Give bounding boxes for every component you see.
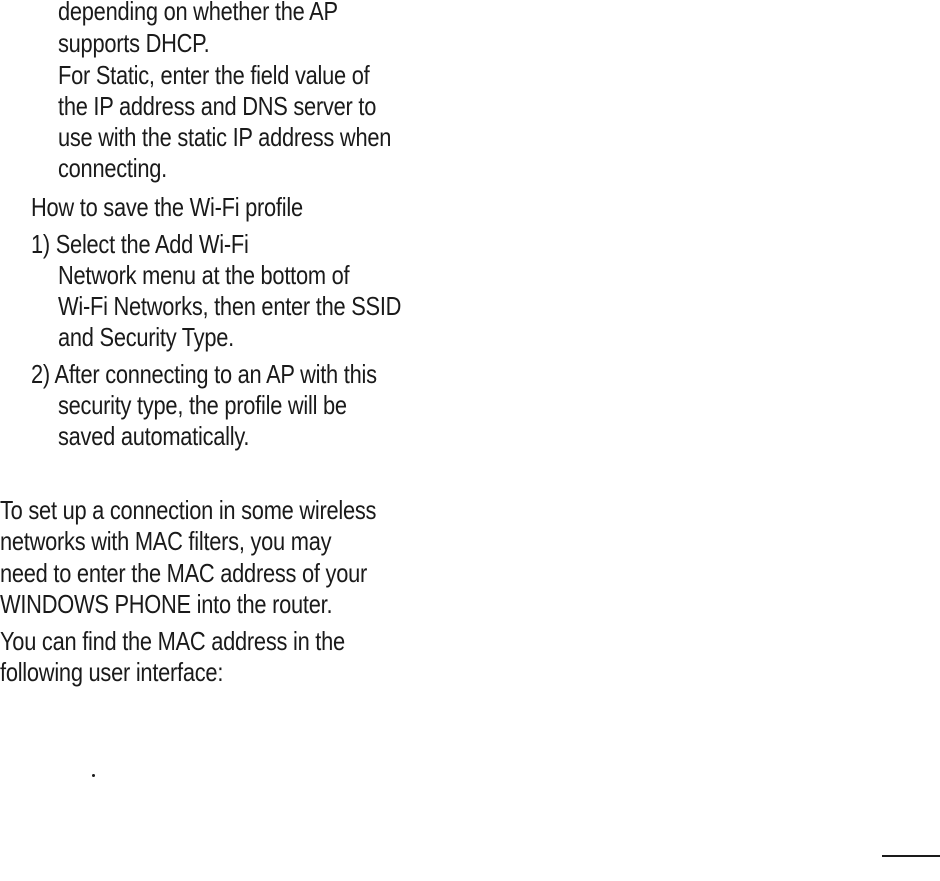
text-line: You can find the MAC address in the xyxy=(0,626,345,656)
text-line: connecting. xyxy=(58,153,167,183)
step-1-line: Network menu at the bottom of xyxy=(58,260,350,290)
step-2-line: saved automatically. xyxy=(58,421,250,451)
step-1-line: Wi-Fi Networks, then enter the SSID xyxy=(58,291,402,321)
footer-rule xyxy=(882,855,940,857)
step-2-line: 2) After connecting to an AP with this xyxy=(31,359,377,389)
text-line: supports DHCP. xyxy=(58,28,210,58)
text-line: depending on whether the AP xyxy=(58,0,338,26)
text-line: use with the static IP address when xyxy=(58,122,392,152)
text-line: the IP address and DNS server to xyxy=(58,91,377,121)
text-line: networks with MAC filters, you may xyxy=(0,526,332,556)
text-line: To set up a connection in some wireless xyxy=(0,495,377,525)
section-heading: How to save the Wi-Fi profile xyxy=(31,192,303,222)
text-line: WINDOWS PHONE into the router. xyxy=(0,589,333,619)
text-line: following user interface: xyxy=(0,657,224,687)
text-line: For Static, enter the field value of xyxy=(58,60,370,90)
step-1-line: and Security Type. xyxy=(58,322,234,352)
stray-dot xyxy=(92,774,95,777)
text-line: need to enter the MAC address of your xyxy=(0,558,368,588)
step-2-line: security type, the profile will be xyxy=(58,390,347,420)
step-1-line: 1) Select the Add Wi-Fi xyxy=(31,229,249,259)
